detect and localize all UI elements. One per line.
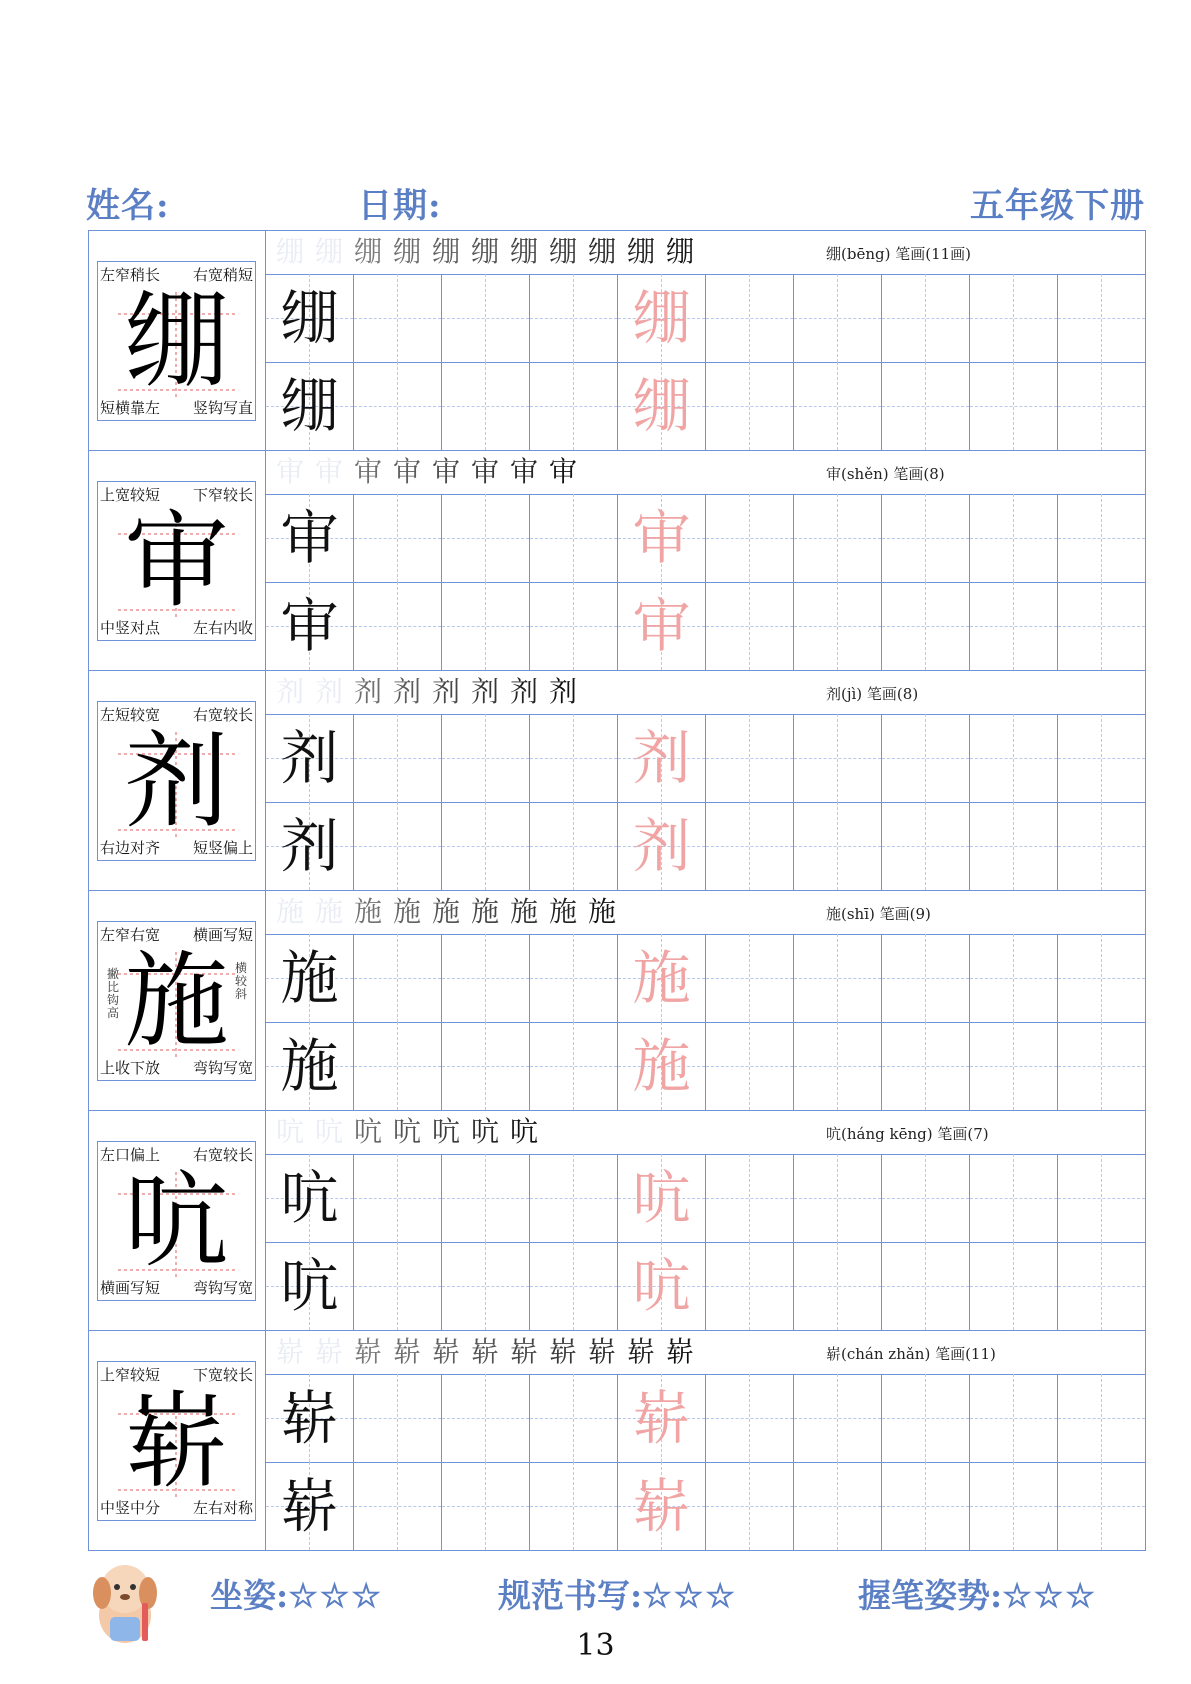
stroke-step: 绷: [549, 235, 578, 268]
character-block: [89, 891, 1145, 1111]
writing-box[interactable]: [530, 582, 618, 670]
stroke-step: 剂: [471, 675, 500, 708]
writing-box[interactable]: [266, 1462, 354, 1550]
model-character-large: 审: [124, 500, 229, 622]
stroke-step: 施: [588, 895, 617, 928]
stroke-step: 施: [471, 895, 500, 928]
structure-tip: 上宽较短: [100, 486, 161, 504]
structure-tip: 下窄较长: [192, 486, 253, 504]
writing-box[interactable]: [970, 1462, 1058, 1550]
writing-box[interactable]: [970, 362, 1058, 450]
writing-box[interactable]: [794, 1242, 882, 1330]
stroke-step: 施: [549, 895, 578, 928]
stroke-step: 崭: [549, 1335, 578, 1368]
trace-character: 剂: [632, 724, 691, 792]
writing-box[interactable]: [266, 362, 354, 450]
model-character: 吭: [280, 1164, 339, 1232]
structure-guide: [97, 1141, 256, 1301]
writing-box[interactable]: [1058, 582, 1145, 670]
stroke-step: 剂: [354, 675, 383, 708]
practice-row: [266, 274, 1145, 363]
writing-box[interactable]: [970, 934, 1058, 1022]
writing-standard-label: 规范书写:: [498, 1576, 643, 1615]
writing-box[interactable]: [354, 582, 442, 670]
stroke-step: 崭: [432, 1335, 461, 1368]
practice-row: [266, 362, 1145, 450]
model-character: 绷: [280, 284, 339, 352]
stroke-order-row: [266, 1111, 1145, 1155]
writing-box[interactable]: [882, 802, 970, 890]
trace-character: 崭: [632, 1384, 691, 1452]
writing-box[interactable]: [706, 1022, 794, 1110]
practice-row: [266, 1374, 1145, 1463]
writing-box[interactable]: [618, 1374, 706, 1462]
structure-guide: [97, 921, 256, 1081]
writing-box[interactable]: [618, 362, 706, 450]
trace-character: 崭: [632, 1472, 691, 1540]
writing-box[interactable]: [618, 1462, 706, 1550]
stroke-step: 吭: [315, 1115, 344, 1148]
stroke-step: 绷: [510, 235, 539, 268]
model-character-large: 吭: [124, 1160, 229, 1282]
practice-row: [266, 1154, 1145, 1243]
structure-tip: 中竖对点: [100, 619, 161, 637]
guide-cell: [89, 231, 266, 450]
structure-guide: [97, 481, 256, 641]
model-character: 审: [280, 592, 339, 660]
structure-tip: 左右对称: [192, 1499, 253, 1517]
stroke-step: 剂: [276, 675, 305, 708]
structure-tip: 弯钩写宽: [192, 1279, 253, 1297]
trace-character: 吭: [632, 1252, 691, 1320]
stroke-step: 施: [510, 895, 539, 928]
pen-grip-label: 握笔姿势:: [858, 1576, 1003, 1615]
structure-tip: 左口偏上: [100, 1146, 161, 1164]
practice-row: [266, 1462, 1145, 1550]
writing-box[interactable]: [266, 1154, 354, 1242]
writing-box[interactable]: [706, 362, 794, 450]
structure-tip: 短竖偏上: [192, 839, 253, 857]
writing-box[interactable]: [266, 934, 354, 1022]
stroke-step: 吭: [276, 1115, 305, 1148]
writing-box[interactable]: [354, 362, 442, 450]
stroke-step: 崭: [627, 1335, 656, 1368]
character-block: [89, 1111, 1145, 1331]
star-icon: ☆☆☆: [288, 1576, 383, 1615]
practice-row: [266, 714, 1145, 803]
writing-standard-rating: [498, 1570, 737, 1617]
structure-tip: 右边对齐: [100, 839, 161, 857]
pinyin-stroke-count: 施(shī) 笔画(9): [826, 905, 931, 923]
model-character: 崭: [280, 1472, 339, 1540]
stroke-step: 施: [432, 895, 461, 928]
guide-cell: [89, 891, 266, 1110]
writing-box[interactable]: [1058, 362, 1145, 450]
writing-box[interactable]: [1058, 1374, 1145, 1462]
writing-box[interactable]: [266, 1242, 354, 1330]
writing-box[interactable]: [618, 714, 706, 802]
writing-box[interactable]: [618, 1022, 706, 1110]
model-character: 审: [280, 504, 339, 572]
writing-box[interactable]: [970, 1242, 1058, 1330]
writing-box[interactable]: [882, 274, 970, 362]
character-block: [89, 231, 1145, 451]
stroke-step: 崭: [666, 1335, 695, 1368]
structure-tip: 上窄较短: [100, 1366, 161, 1384]
writing-box[interactable]: [970, 714, 1058, 802]
writing-box[interactable]: [706, 1242, 794, 1330]
structure-tip: 弯钩写宽: [192, 1059, 253, 1077]
writing-box[interactable]: [882, 714, 970, 802]
writing-box[interactable]: [530, 274, 618, 362]
trace-character: 剂: [632, 812, 691, 880]
writing-box[interactable]: [794, 802, 882, 890]
stroke-step: 审: [315, 455, 344, 488]
writing-box[interactable]: [706, 802, 794, 890]
practice-area: [266, 671, 1145, 890]
pinyin-stroke-count: 绷(bēng) 笔画(11画): [826, 245, 972, 263]
writing-box[interactable]: [530, 362, 618, 450]
model-character: 施: [280, 944, 339, 1012]
writing-box[interactable]: [530, 494, 618, 582]
writing-box[interactable]: [1058, 1154, 1145, 1242]
star-icon: ☆☆☆: [1002, 1576, 1097, 1615]
structure-tip: 中竖中分: [100, 1499, 161, 1517]
stroke-step: 剂: [432, 675, 461, 708]
writing-box[interactable]: [706, 1374, 794, 1462]
writing-box[interactable]: [706, 1462, 794, 1550]
stroke-step: 施: [315, 895, 344, 928]
writing-box[interactable]: [266, 582, 354, 670]
writing-box[interactable]: [1058, 1462, 1145, 1550]
writing-box[interactable]: [618, 274, 706, 362]
trace-character: 审: [632, 504, 691, 572]
writing-box[interactable]: [530, 1462, 618, 1550]
writing-box[interactable]: [618, 582, 706, 670]
stroke-step: 审: [393, 455, 422, 488]
stroke-step: 审: [471, 455, 500, 488]
structure-tip: 左窄右宽: [100, 926, 161, 944]
writing-box[interactable]: [442, 934, 530, 1022]
date-label: 日期:: [358, 186, 442, 226]
writing-box[interactable]: [794, 714, 882, 802]
writing-box[interactable]: [1058, 274, 1145, 362]
writing-box[interactable]: [530, 802, 618, 890]
structure-tip: 左窄稍长: [100, 266, 161, 284]
structure-tip: 下宽较长: [192, 1366, 253, 1384]
structure-tip: 横画写短: [100, 1279, 161, 1297]
stroke-step: 绷: [354, 235, 383, 268]
writing-box[interactable]: [882, 934, 970, 1022]
stroke-step: 审: [549, 455, 578, 488]
writing-box[interactable]: [442, 1462, 530, 1550]
stroke-step: 崭: [471, 1335, 500, 1368]
stroke-step: 审: [510, 455, 539, 488]
writing-box[interactable]: [354, 1022, 442, 1110]
writing-box[interactable]: [442, 1154, 530, 1242]
writing-box[interactable]: [618, 1242, 706, 1330]
writing-box[interactable]: [266, 802, 354, 890]
stroke-step: 吭: [471, 1115, 500, 1148]
writing-box[interactable]: [706, 1154, 794, 1242]
trace-character: 绷: [632, 372, 691, 440]
writing-box[interactable]: [1058, 494, 1145, 582]
structure-tip: 右宽稍短: [192, 266, 253, 284]
writing-box[interactable]: [794, 1022, 882, 1110]
writing-box[interactable]: [442, 1374, 530, 1462]
model-character: 剂: [280, 724, 339, 792]
model-character-large: 剂: [124, 720, 229, 842]
stroke-step: 绷: [393, 235, 422, 268]
pinyin-stroke-count: 剂(jì) 笔画(8): [826, 685, 919, 703]
writing-box[interactable]: [266, 494, 354, 582]
guide-cell: [89, 1331, 266, 1550]
writing-box[interactable]: [354, 1154, 442, 1242]
practice-area: [266, 891, 1145, 1110]
writing-box[interactable]: [882, 1154, 970, 1242]
stroke-step: 崭: [588, 1335, 617, 1368]
writing-box[interactable]: [970, 494, 1058, 582]
practice-row: [266, 582, 1145, 670]
stroke-step: 审: [276, 455, 305, 488]
practice-row: [266, 802, 1145, 890]
practice-area: [266, 1111, 1145, 1330]
writing-box[interactable]: [530, 714, 618, 802]
writing-box[interactable]: [354, 1462, 442, 1550]
model-character: 剂: [280, 812, 339, 880]
practice-row: [266, 934, 1145, 1023]
stroke-step: 吭: [393, 1115, 422, 1148]
writing-box[interactable]: [442, 494, 530, 582]
stroke-step: 绷: [666, 235, 695, 268]
practice-sheet: [88, 230, 1146, 1551]
writing-box[interactable]: [442, 802, 530, 890]
writing-box[interactable]: [794, 1462, 882, 1550]
writing-box[interactable]: [794, 1154, 882, 1242]
writing-box[interactable]: [970, 582, 1058, 670]
grade-label: 五年级下册: [970, 186, 1145, 226]
stroke-step: 施: [276, 895, 305, 928]
writing-box[interactable]: [794, 274, 882, 362]
writing-box[interactable]: [442, 714, 530, 802]
stroke-step: 剂: [549, 675, 578, 708]
writing-box[interactable]: [442, 274, 530, 362]
sitting-posture-label: 坐姿:: [210, 1576, 289, 1615]
writing-box[interactable]: [970, 1022, 1058, 1110]
writing-box[interactable]: [354, 274, 442, 362]
writing-box[interactable]: [882, 1462, 970, 1550]
writing-box[interactable]: [530, 1154, 618, 1242]
model-character: 施: [280, 1032, 339, 1100]
writing-box[interactable]: [530, 1242, 618, 1330]
pen-grip-rating: [858, 1570, 1097, 1617]
writing-box[interactable]: [266, 714, 354, 802]
writing-box[interactable]: [706, 494, 794, 582]
writing-box[interactable]: [266, 274, 354, 362]
stroke-note: 撇比钩高: [106, 967, 119, 1020]
stroke-step: 审: [432, 455, 461, 488]
writing-box[interactable]: [794, 494, 882, 582]
pinyin-stroke-count: 吭(háng kēng) 笔画(7): [826, 1125, 989, 1143]
writing-box[interactable]: [442, 1242, 530, 1330]
character-block: [89, 671, 1145, 891]
model-character-large: 崭: [124, 1380, 229, 1502]
stroke-step: 绷: [432, 235, 461, 268]
trace-character: 施: [632, 944, 691, 1012]
stroke-step: 吭: [510, 1115, 539, 1148]
structure-tip: 右宽较长: [192, 706, 253, 724]
writing-box[interactable]: [970, 274, 1058, 362]
writing-box[interactable]: [794, 934, 882, 1022]
stroke-order-row: [266, 671, 1145, 715]
writing-box[interactable]: [882, 1022, 970, 1110]
writing-box[interactable]: [882, 362, 970, 450]
character-block: [89, 451, 1145, 671]
stroke-step: 绷: [588, 235, 617, 268]
model-character: 绷: [280, 372, 339, 440]
structure-tip: 上收下放: [100, 1059, 161, 1077]
stroke-step: 崭: [354, 1335, 383, 1368]
practice-row: [266, 494, 1145, 583]
model-character: 吭: [280, 1252, 339, 1320]
name-label: 姓名:: [86, 186, 170, 226]
writing-box[interactable]: [1058, 802, 1145, 890]
practice-area: [266, 231, 1145, 450]
model-character-large: 施: [124, 940, 229, 1062]
stroke-step: 绷: [276, 235, 305, 268]
stroke-step: 崭: [393, 1335, 422, 1368]
writing-box[interactable]: [266, 1374, 354, 1462]
stroke-step: 崭: [510, 1335, 539, 1368]
writing-box[interactable]: [794, 582, 882, 670]
guide-cell: [89, 671, 266, 890]
writing-box[interactable]: [618, 934, 706, 1022]
writing-box[interactable]: [1058, 934, 1145, 1022]
structure-guide: [97, 261, 256, 421]
writing-box[interactable]: [354, 714, 442, 802]
stroke-step: 施: [393, 895, 422, 928]
stroke-step: 剂: [393, 675, 422, 708]
character-block: [89, 1331, 1145, 1550]
writing-box[interactable]: [530, 1374, 618, 1462]
writing-box[interactable]: [354, 494, 442, 582]
writing-box[interactable]: [530, 1022, 618, 1110]
writing-box[interactable]: [970, 1154, 1058, 1242]
trace-character: 绷: [632, 284, 691, 352]
stroke-step: 剂: [510, 675, 539, 708]
practice-area: [266, 451, 1145, 670]
writing-box[interactable]: [354, 1374, 442, 1462]
writing-box[interactable]: [706, 274, 794, 362]
writing-box[interactable]: [1058, 714, 1145, 802]
trace-character: 施: [632, 1032, 691, 1100]
stroke-order-row: [266, 451, 1145, 495]
stroke-order-row: [266, 231, 1145, 275]
structure-tip: 左右内收: [192, 619, 253, 637]
stroke-step: 剂: [315, 675, 344, 708]
writing-box[interactable]: [442, 1022, 530, 1110]
trace-character: 审: [632, 592, 691, 660]
writing-box[interactable]: [1058, 1022, 1145, 1110]
structure-tip: 右宽较长: [192, 1146, 253, 1164]
structure-guide: [97, 1361, 256, 1521]
writing-box[interactable]: [882, 1374, 970, 1462]
writing-box[interactable]: [1058, 1242, 1145, 1330]
pinyin-stroke-count: 审(shěn) 笔画(8): [826, 465, 945, 483]
writing-box[interactable]: [442, 582, 530, 670]
practice-row: [266, 1022, 1145, 1110]
structure-tip: 左短较宽: [100, 706, 161, 724]
stroke-step: 绷: [315, 235, 344, 268]
writing-box[interactable]: [882, 494, 970, 582]
guide-cell: [89, 1111, 266, 1330]
stroke-step: 绷: [627, 235, 656, 268]
stroke-step: 吭: [432, 1115, 461, 1148]
stroke-note: 横较斜: [234, 961, 247, 1001]
writing-box[interactable]: [706, 582, 794, 670]
writing-box[interactable]: [354, 934, 442, 1022]
structure-guide: [97, 701, 256, 861]
writing-box[interactable]: [706, 934, 794, 1022]
sitting-posture-rating: [210, 1570, 383, 1617]
writing-box[interactable]: [970, 802, 1058, 890]
model-character-large: 绷: [124, 280, 229, 402]
writing-box[interactable]: [706, 714, 794, 802]
writing-box[interactable]: [354, 1242, 442, 1330]
structure-tip: 横画写短: [192, 926, 253, 944]
stroke-step: 崭: [276, 1335, 305, 1368]
writing-box[interactable]: [442, 362, 530, 450]
model-character: 崭: [280, 1384, 339, 1452]
writing-box[interactable]: [618, 1154, 706, 1242]
writing-box[interactable]: [354, 802, 442, 890]
structure-tip: 竖钩写直: [192, 399, 253, 417]
writing-box[interactable]: [882, 582, 970, 670]
stroke-step: 审: [354, 455, 383, 488]
stroke-order-row: [266, 891, 1145, 935]
page-number: 13: [576, 1628, 615, 1663]
writing-box[interactable]: [794, 1374, 882, 1462]
writing-box[interactable]: [618, 494, 706, 582]
structure-tip: 短横靠左: [100, 399, 161, 417]
writing-box[interactable]: [618, 802, 706, 890]
trace-character: 吭: [632, 1164, 691, 1232]
writing-box[interactable]: [794, 362, 882, 450]
stroke-step: 崭: [315, 1335, 344, 1368]
stroke-order-row: [266, 1331, 1145, 1375]
practice-row: [266, 1242, 1145, 1330]
writing-box[interactable]: [882, 1242, 970, 1330]
writing-box[interactable]: [266, 1022, 354, 1110]
writing-box[interactable]: [530, 934, 618, 1022]
stroke-step: 吭: [354, 1115, 383, 1148]
guide-cell: [89, 451, 266, 670]
writing-box[interactable]: [970, 1374, 1058, 1462]
star-icon: ☆☆☆: [642, 1576, 737, 1615]
practice-area: [266, 1331, 1145, 1550]
pinyin-stroke-count: 崭(chán zhǎn) 笔画(11): [826, 1345, 996, 1363]
stroke-step: 绷: [471, 235, 500, 268]
stroke-step: 施: [354, 895, 383, 928]
